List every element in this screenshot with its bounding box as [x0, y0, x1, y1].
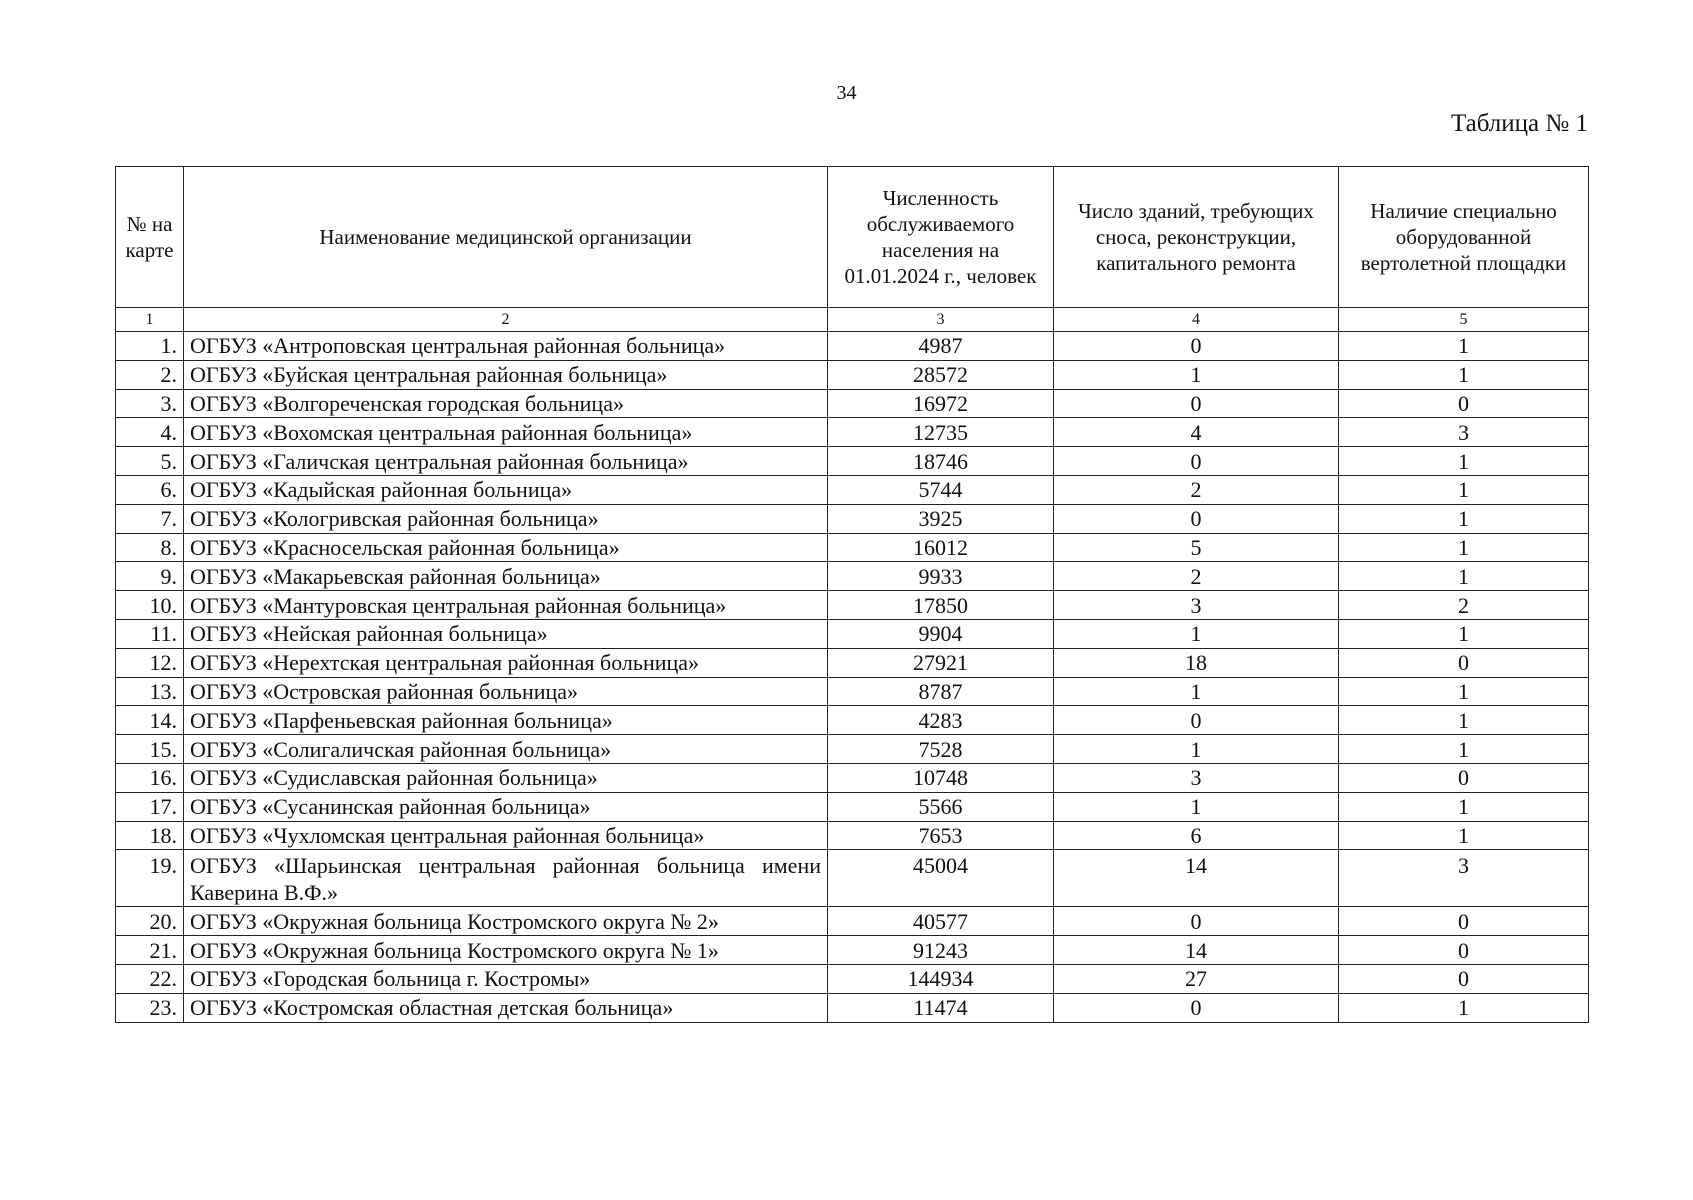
table-body — [116, 332, 1589, 1023]
cell-population: 7528 — [828, 735, 1054, 764]
table-row — [116, 332, 1589, 361]
cell-buildings: 1 — [1054, 619, 1339, 648]
table-row — [116, 447, 1589, 476]
header-buildings: Число зданий, требующих сноса, реконструкции, капитального ремонта — [1054, 167, 1339, 308]
cell-population: 27921 — [828, 648, 1054, 677]
cell-buildings: 1 — [1054, 735, 1339, 764]
cell-population: 16012 — [828, 533, 1054, 562]
cell-population: 3925 — [828, 504, 1054, 533]
table-row — [116, 619, 1589, 648]
cell-map-number: 21. — [116, 936, 184, 965]
table-row — [116, 677, 1589, 706]
cell-organization-name: ОГБУЗ «Шарьинская центральная районная больница имени Каверина В.Ф.» — [184, 850, 828, 907]
cell-organization-name: ОГБУЗ «Костромская областная детская больница» — [184, 993, 828, 1022]
cell-helipad: 0 — [1339, 907, 1589, 936]
cell-organization-name: ОГБУЗ «Антроповская центральная районная больница» — [184, 332, 828, 361]
cell-helipad: 0 — [1339, 389, 1589, 418]
column-number: 3 — [828, 308, 1054, 332]
cell-population: 12735 — [828, 418, 1054, 447]
header-population: Численность обслуживаемого населения на 01.01.2024 г., человек — [828, 167, 1054, 308]
cell-population: 8787 — [828, 677, 1054, 706]
cell-organization-name: ОГБУЗ «Мантуровская центральная районная больница» — [184, 591, 828, 620]
cell-organization-name: ОГБУЗ «Солигаличская районная больница» — [184, 735, 828, 764]
cell-buildings: 0 — [1054, 504, 1339, 533]
table-row — [116, 964, 1589, 993]
cell-organization-name: ОГБУЗ «Парфеньевская районная больница» — [184, 706, 828, 735]
cell-population: 144934 — [828, 964, 1054, 993]
cell-map-number: 20. — [116, 907, 184, 936]
cell-organization-name: ОГБУЗ «Чухломская центральная районная больница» — [184, 821, 828, 850]
cell-map-number: 16. — [116, 763, 184, 792]
cell-helipad: 0 — [1339, 964, 1589, 993]
cell-map-number: 10. — [116, 591, 184, 620]
cell-organization-name: ОГБУЗ «Вохомская центральная районная больница» — [184, 418, 828, 447]
cell-organization-name: ОГБУЗ «Галичская центральная районная больница» — [184, 447, 828, 476]
cell-helipad: 1 — [1339, 447, 1589, 476]
cell-map-number: 14. — [116, 706, 184, 735]
cell-helipad: 0 — [1339, 763, 1589, 792]
cell-helipad: 1 — [1339, 735, 1589, 764]
table-row — [116, 533, 1589, 562]
cell-helipad: 1 — [1339, 792, 1589, 821]
cell-helipad: 1 — [1339, 619, 1589, 648]
column-number: 4 — [1054, 308, 1339, 332]
cell-map-number: 15. — [116, 735, 184, 764]
cell-buildings: 4 — [1054, 418, 1339, 447]
cell-organization-name: ОГБУЗ «Городская больница г. Костромы» — [184, 964, 828, 993]
cell-buildings: 27 — [1054, 964, 1339, 993]
cell-population: 28572 — [828, 360, 1054, 389]
cell-helipad: 0 — [1339, 648, 1589, 677]
header-row — [116, 167, 1589, 308]
cell-organization-name: ОГБУЗ «Кадыйская районная больница» — [184, 475, 828, 504]
cell-population: 16972 — [828, 389, 1054, 418]
cell-helipad: 2 — [1339, 591, 1589, 620]
cell-population: 91243 — [828, 936, 1054, 965]
table-row — [116, 792, 1589, 821]
cell-population: 40577 — [828, 907, 1054, 936]
cell-buildings: 3 — [1054, 591, 1339, 620]
cell-population: 4283 — [828, 706, 1054, 735]
cell-helipad: 1 — [1339, 504, 1589, 533]
column-number-row — [116, 308, 1589, 332]
table-row — [116, 562, 1589, 591]
cell-population: 11474 — [828, 993, 1054, 1022]
cell-organization-name: ОГБУЗ «Окружная больница Костромского округа № 1» — [184, 936, 828, 965]
cell-helipad: 1 — [1339, 677, 1589, 706]
cell-helipad: 1 — [1339, 533, 1589, 562]
cell-buildings: 0 — [1054, 447, 1339, 476]
cell-organization-name: ОГБУЗ «Судиславская районная больница» — [184, 763, 828, 792]
cell-organization-name: ОГБУЗ «Макарьевская районная больница» — [184, 562, 828, 591]
cell-buildings: 18 — [1054, 648, 1339, 677]
header-organization-name: Наименование медицинской организации — [184, 167, 828, 308]
cell-organization-name: ОГБУЗ «Кологривская районная больница» — [184, 504, 828, 533]
cell-map-number: 5. — [116, 447, 184, 476]
table-row — [116, 735, 1589, 764]
cell-population: 4987 — [828, 332, 1054, 361]
column-number: 1 — [116, 308, 184, 332]
cell-organization-name: ОГБУЗ «Красносельская районная больница» — [184, 533, 828, 562]
cell-population: 18746 — [828, 447, 1054, 476]
cell-organization-name: ОГБУЗ «Нерехтская центральная районная больница» — [184, 648, 828, 677]
cell-map-number: 19. — [116, 850, 184, 907]
cell-buildings: 2 — [1054, 475, 1339, 504]
cell-population: 9933 — [828, 562, 1054, 591]
cell-organization-name: ОГБУЗ «Окружная больница Костромского округа № 2» — [184, 907, 828, 936]
cell-helipad: 1 — [1339, 562, 1589, 591]
column-number: 2 — [184, 308, 828, 332]
cell-buildings: 5 — [1054, 533, 1339, 562]
table-row — [116, 821, 1589, 850]
cell-helipad: 3 — [1339, 850, 1589, 907]
cell-buildings: 0 — [1054, 389, 1339, 418]
cell-population: 7653 — [828, 821, 1054, 850]
table-row — [116, 418, 1589, 447]
cell-buildings: 0 — [1054, 706, 1339, 735]
cell-helipad: 1 — [1339, 332, 1589, 361]
cell-helipad: 0 — [1339, 936, 1589, 965]
cell-map-number: 23. — [116, 993, 184, 1022]
hospitals-table — [115, 166, 1589, 1023]
cell-helipad: 3 — [1339, 418, 1589, 447]
cell-map-number: 8. — [116, 533, 184, 562]
table-row — [116, 907, 1589, 936]
cell-helipad: 1 — [1339, 993, 1589, 1022]
cell-map-number: 18. — [116, 821, 184, 850]
table-row — [116, 706, 1589, 735]
cell-buildings: 1 — [1054, 677, 1339, 706]
cell-buildings: 0 — [1054, 907, 1339, 936]
cell-helipad: 1 — [1339, 821, 1589, 850]
cell-map-number: 11. — [116, 619, 184, 648]
cell-organization-name: ОГБУЗ «Островская районная больница» — [184, 677, 828, 706]
table-caption: Таблица № 1 — [1450, 110, 1588, 137]
table-row — [116, 850, 1589, 907]
table-row — [116, 475, 1589, 504]
table-row — [116, 763, 1589, 792]
table-row — [116, 591, 1589, 620]
table-row — [116, 389, 1589, 418]
cell-buildings: 0 — [1054, 332, 1339, 361]
cell-population: 45004 — [828, 850, 1054, 907]
cell-organization-name: ОГБУЗ «Нейская районная больница» — [184, 619, 828, 648]
cell-map-number: 13. — [116, 677, 184, 706]
cell-buildings: 2 — [1054, 562, 1339, 591]
cell-map-number: 7. — [116, 504, 184, 533]
cell-map-number: 6. — [116, 475, 184, 504]
cell-helipad: 1 — [1339, 360, 1589, 389]
column-number: 5 — [1339, 308, 1589, 332]
table-row — [116, 504, 1589, 533]
cell-organization-name: ОГБУЗ «Буйская центральная районная больница» — [184, 360, 828, 389]
cell-buildings: 6 — [1054, 821, 1339, 850]
cell-map-number: 17. — [116, 792, 184, 821]
header-map-number: № на карте — [116, 167, 184, 308]
page-number: 34 — [836, 82, 857, 104]
cell-buildings: 1 — [1054, 792, 1339, 821]
cell-map-number: 12. — [116, 648, 184, 677]
cell-population: 5566 — [828, 792, 1054, 821]
cell-buildings: 1 — [1054, 360, 1339, 389]
cell-map-number: 3. — [116, 389, 184, 418]
cell-population: 9904 — [828, 619, 1054, 648]
cell-map-number: 1. — [116, 332, 184, 361]
cell-map-number: 4. — [116, 418, 184, 447]
cell-population: 10748 — [828, 763, 1054, 792]
cell-map-number: 22. — [116, 964, 184, 993]
cell-helipad: 1 — [1339, 706, 1589, 735]
cell-population: 17850 — [828, 591, 1054, 620]
table-row — [116, 648, 1589, 677]
cell-map-number: 9. — [116, 562, 184, 591]
cell-helipad: 1 — [1339, 475, 1589, 504]
cell-population: 5744 — [828, 475, 1054, 504]
cell-organization-name: ОГБУЗ «Сусанинская районная больница» — [184, 792, 828, 821]
header-helipad: Наличие специально оборудованной вертолетной площадки — [1339, 167, 1589, 308]
cell-buildings: 3 — [1054, 763, 1339, 792]
cell-map-number: 2. — [116, 360, 184, 389]
table-row — [116, 993, 1589, 1022]
cell-buildings: 14 — [1054, 850, 1339, 907]
cell-buildings: 14 — [1054, 936, 1339, 965]
table-row — [116, 360, 1589, 389]
cell-organization-name: ОГБУЗ «Волгореченская городская больница» — [184, 389, 828, 418]
cell-buildings: 0 — [1054, 993, 1339, 1022]
table-row — [116, 936, 1589, 965]
